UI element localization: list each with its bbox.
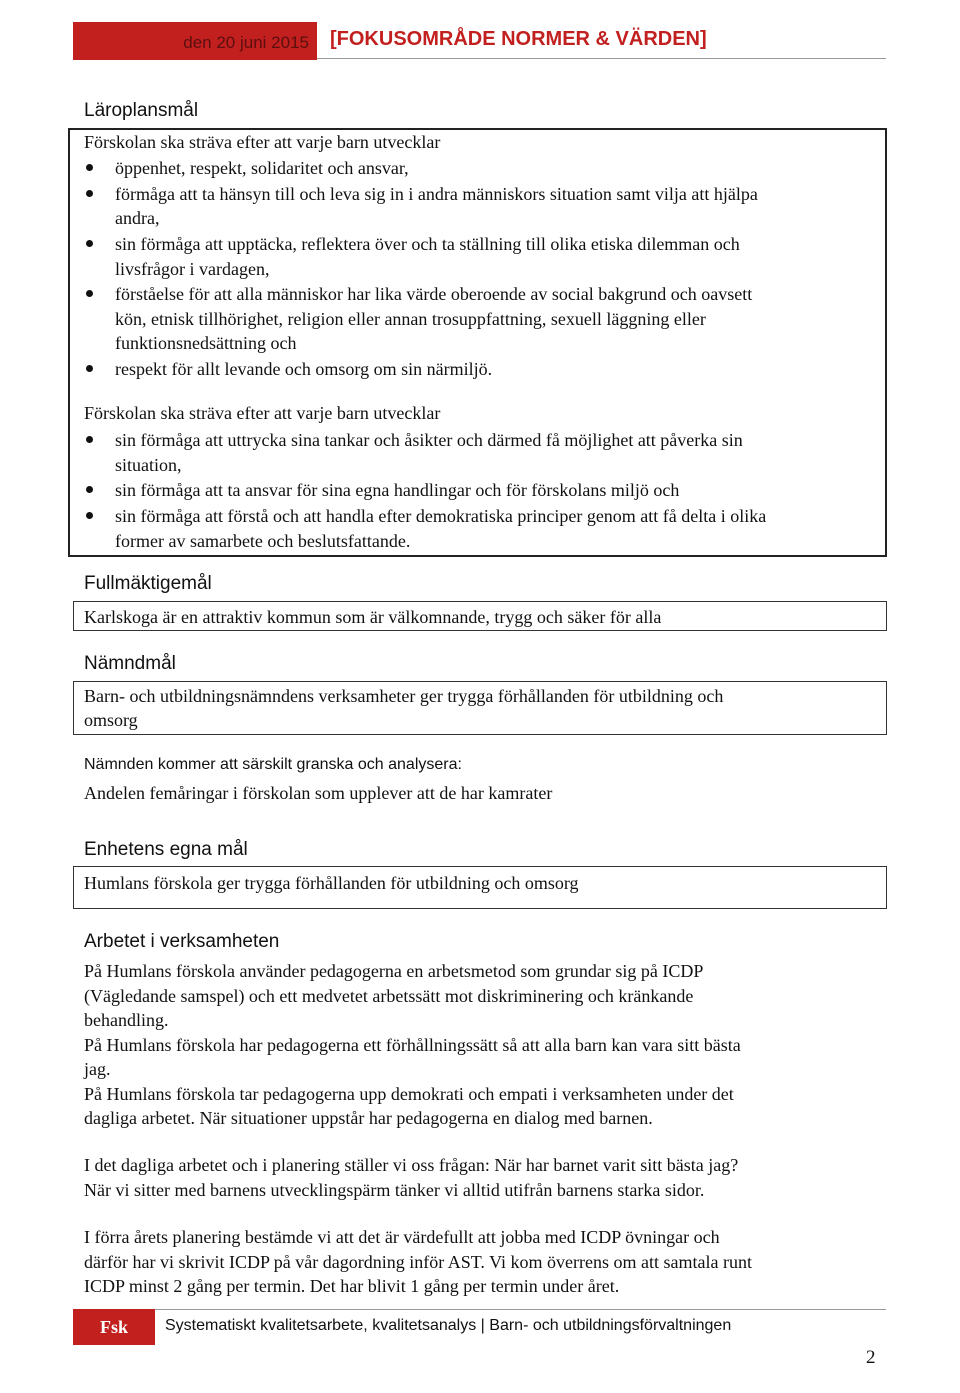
text-line: därför har vi skrivit ICDP på vår dagordning inför AST. Vi kom överrens om att samtala runt bbox=[84, 1251, 752, 1272]
enhet-heading: Enhetens egna mål bbox=[84, 839, 248, 860]
header-title: [FOKUSOMRÅDE NORMER & VÄRDEN] bbox=[330, 28, 707, 50]
list-item-line: förmåga att ta hänsyn till och leva sig in i andra människors situation samt vilja att hjälpa bbox=[115, 183, 758, 204]
list-item-line: sin förmåga att förstå och att handla efter demokratiska principer genom att få delta i olika bbox=[115, 506, 767, 527]
granska-label: Nämnden kommer att särskilt granska och analysera: bbox=[84, 756, 462, 773]
laroplan-heading: Läroplansmål bbox=[84, 100, 199, 121]
text-line: På Humlans förskola använder pedagogerna en arbetsmetod som grundar sig på ICDP bbox=[84, 961, 704, 981]
text-line: I förra årets planering bestämde vi att det är värdefullt att jobba med ICDP övningar och bbox=[84, 1227, 720, 1247]
bullet-icon bbox=[86, 164, 93, 171]
namnd-heading: Nämndmål bbox=[84, 653, 176, 674]
list-item-line: sin förmåga att ta ansvar för sina egna handlingar och för förskolans miljö och bbox=[115, 480, 680, 501]
footer-text: Systematiskt kvalitetsarbete, kvalitetsanalys | Barn- och utbildningsförvaltningen bbox=[165, 1317, 732, 1334]
text-line: behandling. bbox=[84, 1010, 169, 1030]
fullmaktige-heading: Fullmäktigemål bbox=[84, 573, 212, 594]
text-line: När vi sitter med barnens utvecklingspärm tänker vi alltid utifrån barnens starka sidor. bbox=[84, 1179, 705, 1200]
block1-title: Förskolan ska sträva efter att varje barn utvecklar bbox=[84, 132, 441, 152]
text-line: dagliga arbetet. När situationer uppstår har pedagogerna en dialog med barnen. bbox=[84, 1108, 653, 1128]
enhet-text: Humlans förskola ger trygga förhållanden för utbildning och omsorg bbox=[84, 873, 579, 893]
footer-divider bbox=[155, 1309, 886, 1310]
list-item-line: situation, bbox=[115, 454, 182, 475]
text-line: På Humlans förskola tar pedagogerna upp demokrati och empati i verksamheten under det bbox=[84, 1083, 734, 1104]
bullet-icon bbox=[86, 436, 93, 443]
bullet-icon bbox=[86, 190, 93, 197]
list-item-line: livsfrågor i vardagen, bbox=[115, 258, 270, 279]
arbetet-heading: Arbetet i verksamheten bbox=[84, 931, 280, 952]
fullmaktige-text: Karlskoga är en attraktiv kommun som är välkomnande, trygg och säker för alla bbox=[84, 607, 662, 627]
list-item-line: funktionsnedsättning och bbox=[115, 333, 297, 354]
list-item-line: sin förmåga att uttrycka sina tankar och åsikter och därmed få möjlighet att påverka sin bbox=[115, 430, 743, 450]
header-divider bbox=[317, 58, 886, 59]
list-item-line: former av samarbete och beslutsfattande. bbox=[115, 530, 411, 551]
list-item-line: förståelse för att alla människor har lika värde oberoende av social bakgrund och oavsett bbox=[115, 284, 753, 305]
fsk-logo: Fsk bbox=[73, 1309, 155, 1345]
header-date: den 20 juni 2015 bbox=[73, 22, 317, 60]
text-line: (Vägledande samspel) och ett medvetet arbetssätt mot diskriminering och kränkande bbox=[84, 985, 694, 1006]
namnd-line-1: Barn- och utbildningsnämndens verksamheter ger trygga förhållanden för utbildning och bbox=[84, 686, 724, 706]
text-line: På Humlans förskola har pedagogerna ett förhållningssätt så att alla barn kan vara sitt bästa bbox=[84, 1034, 741, 1055]
arbetet-para-2 bbox=[84, 1153, 738, 1202]
list-item-line: andra, bbox=[115, 208, 160, 229]
text-line: ICDP minst 2 gång per termin. Det har blivit 1 gång per termin under året. bbox=[84, 1276, 620, 1296]
arbetet-para-1 bbox=[84, 959, 741, 1131]
arbetet-para-3 bbox=[84, 1225, 752, 1299]
namnd-line-2: omsorg bbox=[84, 710, 138, 730]
list-item-line: respekt för allt levande och omsorg om sin närmiljö. bbox=[115, 359, 493, 380]
text-line: jag. bbox=[84, 1059, 111, 1079]
list-item-line: sin förmåga att upptäcka, reflektera över och ta ställning till olika etiska dilemman och bbox=[115, 234, 740, 255]
list-item-line: öppenhet, respekt, solidaritet och ansvar, bbox=[115, 158, 409, 178]
list-item-line: kön, etnisk tillhörighet, religion eller annan trosuppfattning, sexuell läggning eller bbox=[115, 308, 706, 329]
block2-title: Förskolan ska sträva efter att varje barn utvecklar bbox=[84, 403, 441, 423]
page-number: 2 bbox=[866, 1347, 876, 1368]
text-line: I det dagliga arbetet och i planering ställer vi oss frågan: När har barnet varit sitt bästa jag? bbox=[84, 1155, 739, 1175]
granska-text: Andelen femåringar i förskolan som upplever att de har kamrater bbox=[84, 783, 553, 803]
